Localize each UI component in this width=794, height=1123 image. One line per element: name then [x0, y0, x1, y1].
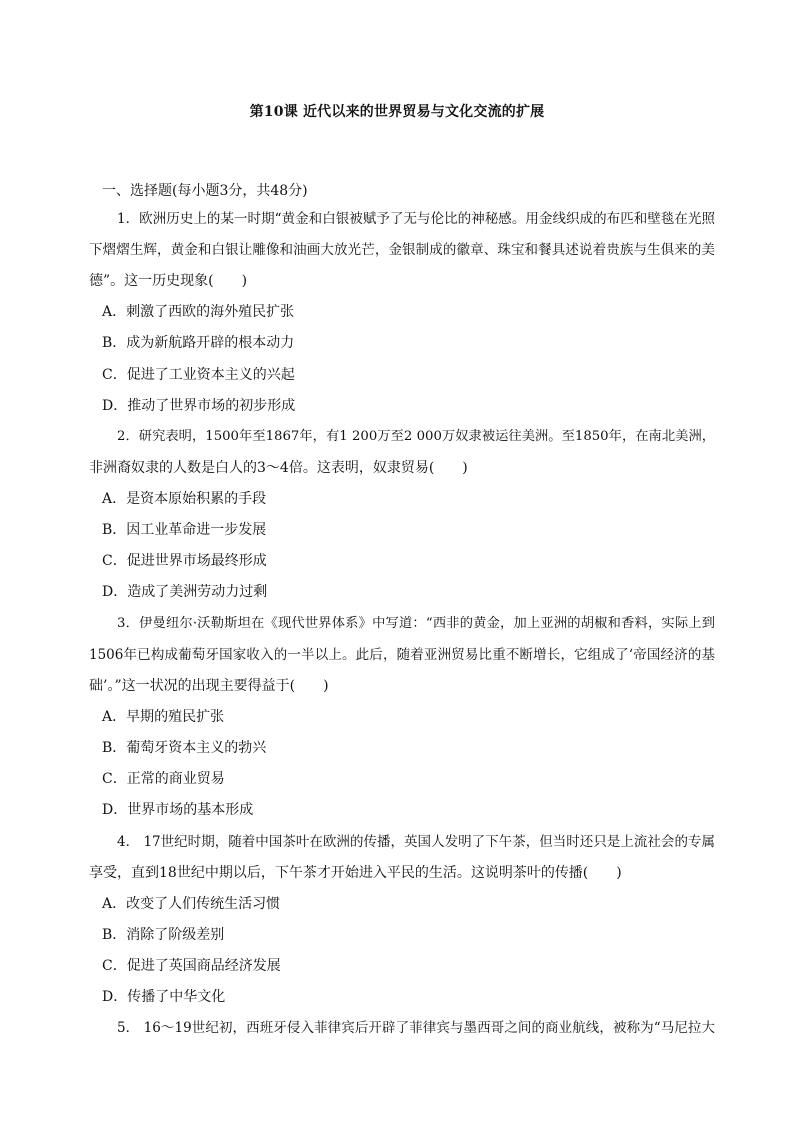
- question-3-line-2: 1506年已构成葡萄牙国家收入的一半以上。此后，随着亚洲贸易比重不断增长，它组成了‘帝国经济的基: [89, 647, 715, 663]
- question-4-option-a: A．改变了人们传统生活习惯: [102, 896, 281, 912]
- question-2-option-b: B．因工业革命进一步发展: [102, 522, 267, 538]
- question-4-line-2: 享受，直到18世纪中期以后，下午茶才开始进入平民的生活。这说明茶叶的传播( ): [89, 865, 622, 881]
- question-2-option-a: A．是资本原始积累的手段: [102, 491, 267, 507]
- question-4-option-d: D．传播了中华文化: [102, 989, 226, 1005]
- question-3-line-3: 础’。”这一状况的出现主要得益于( ): [89, 678, 329, 694]
- section-heading: 一、选择题(每小题3分，共48分): [102, 183, 308, 199]
- question-2-option-d: D．造成了美洲劳动力过剩: [102, 584, 268, 600]
- question-5-line-1: 5． 16～19世纪初，西班牙侵入菲律宾后开辟了菲律宾与墨西哥之间的商业航线，被称为“马尼拉大: [117, 1020, 715, 1036]
- question-4-option-b: B．消除了阶级差别: [102, 927, 225, 943]
- question-3-option-b: B．葡萄牙资本主义的勃兴: [102, 740, 267, 756]
- question-1-line-2: 下熠熠生辉，黄金和白银让雕像和油画大放光芒，金银制成的徽章、珠宝和餐具述说着贵族与生俱来的美: [89, 242, 715, 258]
- question-3-option-a: A．早期的殖民扩张: [102, 709, 225, 725]
- question-2-line-2: 非洲裔奴隶的人数是白人的3～4倍。这表明，奴隶贸易( ): [89, 460, 468, 476]
- question-1-option-d: D．推动了世界市场的初步形成: [102, 398, 296, 414]
- question-4-line-1: 4． 17世纪时期，随着中国茶叶在欧洲的传播，英国人发明了下午茶，但当时还只是上流社会的专属: [117, 834, 715, 850]
- question-1-option-c: C．促进了工业资本主义的兴起: [102, 367, 295, 383]
- question-2-line-1: 2．研究表明，1500年至1867年，有1 200万至2 000万奴隶被运往美洲。至1850年，在南北美洲，: [117, 429, 715, 444]
- question-4-option-c: C．促进了英国商品经济发展: [102, 958, 281, 974]
- question-3-line-1: 3．伊曼纽尔·沃勒斯坦在《现代世界体系》中写道：“西非的黄金，加上亚洲的胡椒和香料，实际上到: [117, 616, 715, 631]
- question-2-option-c: C．促进世界市场最终形成: [102, 553, 267, 569]
- question-1-line-1: 1．欧洲历史上的某一时期“黄金和白银被赋予了无与伦比的神秘感。用金线织成的布匹和壁毯在光照: [117, 211, 715, 227]
- page-title: 第10课 近代以来的世界贸易与文化交流的扩展: [249, 104, 545, 120]
- question-1-option-a: A．刺激了西欧的海外殖民扩张: [102, 304, 295, 320]
- question-1-option-b: B．成为新航路开辟的根本动力: [102, 335, 295, 351]
- question-3-option-c: C．正常的商业贸易: [102, 771, 225, 787]
- question-3-option-d: D．世界市场的基本形成: [102, 802, 254, 818]
- question-1-line-3: 德”。这一历史现象( ): [89, 273, 248, 289]
